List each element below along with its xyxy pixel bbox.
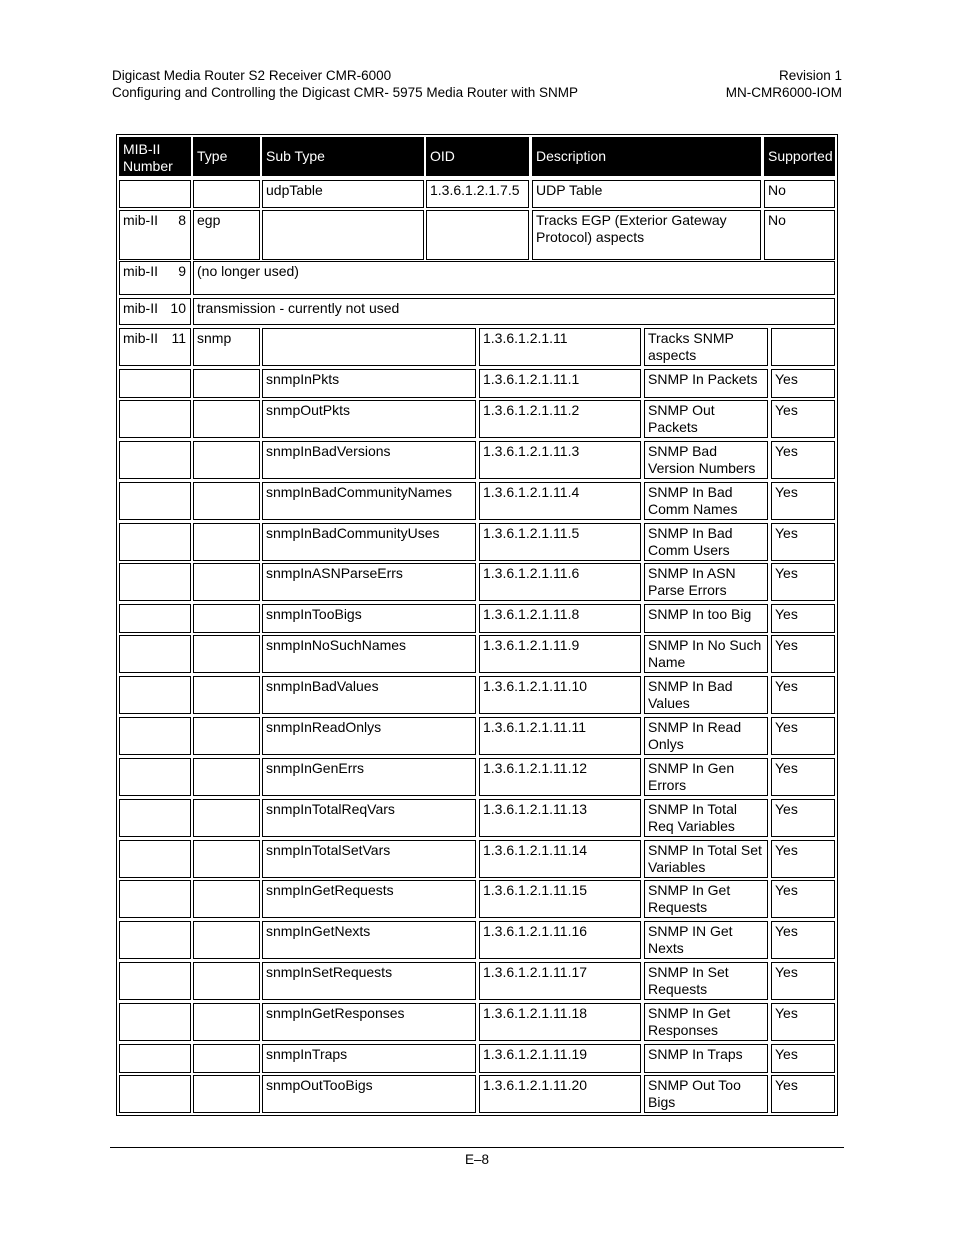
description-cell: SNMP In Bad Comm Names bbox=[644, 482, 768, 520]
type-cell bbox=[193, 1075, 260, 1113]
mib-number-cell bbox=[119, 1003, 191, 1041]
type-cell bbox=[193, 604, 260, 633]
header-description: Description bbox=[532, 137, 761, 176]
type-cell bbox=[193, 523, 260, 561]
type-cell bbox=[193, 563, 260, 601]
type-cell bbox=[193, 758, 260, 796]
oid-cell: 1.3.6.1.2.1.11.8 bbox=[479, 604, 641, 633]
supported-cell bbox=[771, 328, 835, 366]
oid-cell: 1.3.6.1.2.1.11.18 bbox=[479, 1003, 641, 1041]
oid-cell: 1.3.6.1.2.1.11.5 bbox=[479, 523, 641, 561]
supported-cell: Yes bbox=[771, 840, 835, 878]
type-cell bbox=[193, 369, 260, 398]
description-cell: SNMP Out Too Bigs bbox=[644, 1075, 768, 1113]
oid-cell: 1.3.6.1.2.1.11.9 bbox=[479, 635, 641, 673]
mib-number: 9 bbox=[178, 263, 186, 279]
mib-number-cell bbox=[119, 758, 191, 796]
subtype-cell: snmpInBadValues bbox=[262, 676, 476, 714]
description-cell: SNMP In Traps bbox=[644, 1044, 768, 1073]
description-cell: SNMP In Read Onlys bbox=[644, 717, 768, 755]
page-header-left bbox=[112, 67, 578, 101]
type-cell bbox=[193, 840, 260, 878]
type-cell bbox=[193, 400, 260, 438]
header-mib-number: MIB-II Number bbox=[119, 137, 191, 176]
subtype-cell: snmpInTooBigs bbox=[262, 604, 476, 633]
header-type: Type bbox=[193, 137, 260, 176]
type-cell: snmp bbox=[193, 328, 260, 366]
type-cell bbox=[193, 441, 260, 479]
subtype-cell: snmpInGetResponses bbox=[262, 1003, 476, 1041]
type-cell bbox=[193, 717, 260, 755]
subtype-cell: udpTable bbox=[262, 180, 424, 208]
supported-cell: Yes bbox=[771, 1003, 835, 1041]
oid-cell: 1.3.6.1.2.1.11.20 bbox=[479, 1075, 641, 1113]
mib-prefix: mib-II bbox=[123, 212, 158, 228]
subtype-cell: snmpInTotalSetVars bbox=[262, 840, 476, 878]
mib-number-cell bbox=[119, 676, 191, 714]
oid-cell: 1.3.6.1.2.1.11.10 bbox=[479, 676, 641, 714]
subtype-cell: snmpOutPkts bbox=[262, 400, 476, 438]
mib-number-cell bbox=[119, 210, 191, 260]
description-cell: SNMP IN Get Nexts bbox=[644, 921, 768, 959]
subtype-cell bbox=[262, 210, 424, 260]
oid-cell: 1.3.6.1.2.1.7.5 bbox=[426, 180, 529, 208]
supported-cell: Yes bbox=[771, 604, 835, 633]
supported-cell: No bbox=[764, 180, 835, 208]
page-number: E–8 bbox=[464, 1152, 490, 1167]
oid-cell: 1.3.6.1.2.1.11 bbox=[479, 328, 641, 366]
supported-cell: Yes bbox=[771, 717, 835, 755]
oid-cell: 1.3.6.1.2.1.11.12 bbox=[479, 758, 641, 796]
description-cell: SNMP In Get Responses bbox=[644, 1003, 768, 1041]
type-cell bbox=[193, 1003, 260, 1041]
supported-cell: Yes bbox=[771, 758, 835, 796]
subtype-cell: snmpInGetNexts bbox=[262, 921, 476, 959]
type-cell bbox=[193, 921, 260, 959]
oid-cell: 1.3.6.1.2.1.11.3 bbox=[479, 441, 641, 479]
supported-cell: Yes bbox=[771, 563, 835, 601]
supported-cell: Yes bbox=[771, 921, 835, 959]
subtype-cell: snmpInGetRequests bbox=[262, 880, 476, 918]
supported-cell: Yes bbox=[771, 635, 835, 673]
oid-cell: 1.3.6.1.2.1.11.1 bbox=[479, 369, 641, 398]
subtype-cell: snmpInNoSuchNames bbox=[262, 635, 476, 673]
mib-number-cell bbox=[119, 441, 191, 479]
mib-number-cell bbox=[119, 523, 191, 561]
supported-cell: Yes bbox=[771, 799, 835, 837]
description-cell: UDP Table bbox=[532, 180, 761, 208]
subtype-cell: snmpInPkts bbox=[262, 369, 476, 398]
description-cell: SNMP In ASN Parse Errors bbox=[644, 563, 768, 601]
supported-cell: Yes bbox=[771, 962, 835, 1000]
header-oid: OID bbox=[426, 137, 529, 176]
oid-cell: 1.3.6.1.2.1.11.2 bbox=[479, 400, 641, 438]
type-cell bbox=[193, 799, 260, 837]
header-subtype: Sub Type bbox=[262, 137, 424, 176]
subtype-cell: snmpInASNParseErrs bbox=[262, 563, 476, 601]
mib-number: 11 bbox=[171, 330, 186, 346]
type-cell bbox=[193, 676, 260, 714]
oid-cell: 1.3.6.1.2.1.11.11 bbox=[479, 717, 641, 755]
supported-cell: Yes bbox=[771, 523, 835, 561]
mib-prefix: mib-II bbox=[123, 330, 158, 346]
description-cell: SNMP In Total Set Variables bbox=[644, 840, 768, 878]
type-cell: egp bbox=[193, 210, 260, 260]
subtype-cell: snmpInSetRequests bbox=[262, 962, 476, 1000]
description-cell: SNMP In Bad Values bbox=[644, 676, 768, 714]
mib-prefix: mib-II bbox=[123, 300, 158, 316]
merged-note-cell: transmission - currently not used bbox=[193, 298, 835, 325]
subtype-cell: snmpInTraps bbox=[262, 1044, 476, 1073]
mib-number-cell bbox=[119, 962, 191, 1000]
description-cell: SNMP In too Big bbox=[644, 604, 768, 633]
subtype-cell bbox=[262, 328, 476, 366]
supported-cell: Yes bbox=[771, 676, 835, 714]
mib-number-cell bbox=[119, 563, 191, 601]
description-cell: SNMP Out Packets bbox=[644, 400, 768, 438]
mib-number-cell bbox=[119, 840, 191, 878]
type-cell bbox=[193, 635, 260, 673]
mib-number-cell bbox=[119, 635, 191, 673]
oid-cell: 1.3.6.1.2.1.11.4 bbox=[479, 482, 641, 520]
subtype-cell: snmpInBadCommunityUses bbox=[262, 523, 476, 561]
supported-cell: Yes bbox=[771, 1075, 835, 1113]
subtype-cell: snmpInTotalReqVars bbox=[262, 799, 476, 837]
description-cell: SNMP In Packets bbox=[644, 369, 768, 398]
mib-number-cell bbox=[119, 180, 191, 208]
oid-cell: 1.3.6.1.2.1.11.19 bbox=[479, 1044, 641, 1073]
mib-number-cell bbox=[119, 880, 191, 918]
type-cell bbox=[193, 1044, 260, 1073]
description-cell: SNMP In Set Requests bbox=[644, 962, 768, 1000]
page-header-right bbox=[726, 67, 842, 101]
mib-number-cell bbox=[119, 298, 191, 325]
mib-prefix: mib-II bbox=[123, 263, 158, 279]
revision-label: Revision 1 bbox=[778, 68, 842, 83]
oid-cell: 1.3.6.1.2.1.11.14 bbox=[479, 840, 641, 878]
mib-number: 10 bbox=[170, 300, 186, 316]
subtype-cell: snmpInGenErrs bbox=[262, 758, 476, 796]
mib-number-cell bbox=[119, 482, 191, 520]
mib-number: 8 bbox=[178, 212, 186, 228]
type-cell bbox=[193, 180, 260, 208]
description-cell: SNMP In No Such Name bbox=[644, 635, 768, 673]
document-title: Digicast Media Router S2 Receiver CMR-6000 bbox=[112, 68, 392, 83]
supported-cell: Yes bbox=[771, 369, 835, 398]
merged-note-cell: (no longer used) bbox=[193, 261, 835, 295]
oid-cell: 1.3.6.1.2.1.11.17 bbox=[479, 962, 641, 1000]
mib-number-cell bbox=[119, 261, 191, 295]
description-cell: SNMP In Bad Comm Users bbox=[644, 523, 768, 561]
description-cell: SNMP Bad Version Numbers bbox=[644, 441, 768, 479]
oid-cell: 1.3.6.1.2.1.11.15 bbox=[479, 880, 641, 918]
supported-cell: Yes bbox=[771, 880, 835, 918]
document-subtitle: Configuring and Controlling the Digicast CMR‑ 5975 Media Router with SNMP bbox=[112, 85, 578, 100]
mib-number-cell bbox=[119, 369, 191, 398]
supported-cell: Yes bbox=[771, 400, 835, 438]
mib-number-cell bbox=[119, 400, 191, 438]
mib-number-cell bbox=[119, 1075, 191, 1113]
type-cell bbox=[193, 880, 260, 918]
type-cell bbox=[193, 482, 260, 520]
subtype-cell: snmpOutTooBigs bbox=[262, 1075, 476, 1113]
supported-cell: No bbox=[764, 210, 835, 260]
description-cell: Tracks SNMP aspects bbox=[644, 328, 768, 366]
mib-number-cell bbox=[119, 328, 191, 366]
oid-cell bbox=[426, 210, 529, 260]
oid-cell: 1.3.6.1.2.1.11.13 bbox=[479, 799, 641, 837]
description-cell: SNMP In Get Requests bbox=[644, 880, 768, 918]
mib-number-cell bbox=[119, 799, 191, 837]
document-number: MN-CMR6000-IOM bbox=[725, 85, 842, 100]
supported-cell: Yes bbox=[771, 441, 835, 479]
oid-cell: 1.3.6.1.2.1.11.6 bbox=[479, 563, 641, 601]
type-cell bbox=[193, 962, 260, 1000]
mib-number-cell bbox=[119, 1044, 191, 1073]
description-cell: SNMP In Gen Errors bbox=[644, 758, 768, 796]
subtype-cell: snmpInBadCommunityNames bbox=[262, 482, 476, 520]
supported-cell: Yes bbox=[771, 482, 835, 520]
description-cell: Tracks EGP (Exterior Gateway Protocol) aspects bbox=[532, 210, 761, 260]
mib-number-cell bbox=[119, 921, 191, 959]
mib-number-cell bbox=[119, 604, 191, 633]
oid-cell: 1.3.6.1.2.1.11.16 bbox=[479, 921, 641, 959]
header-supported: Supported bbox=[764, 137, 835, 176]
description-cell: SNMP In Total Req Variables bbox=[644, 799, 768, 837]
mib-number-cell bbox=[119, 717, 191, 755]
supported-cell: Yes bbox=[771, 1044, 835, 1073]
subtype-cell: snmpInBadVersions bbox=[262, 441, 476, 479]
subtype-cell: snmpInReadOnlys bbox=[262, 717, 476, 755]
footer-divider bbox=[110, 1147, 844, 1148]
